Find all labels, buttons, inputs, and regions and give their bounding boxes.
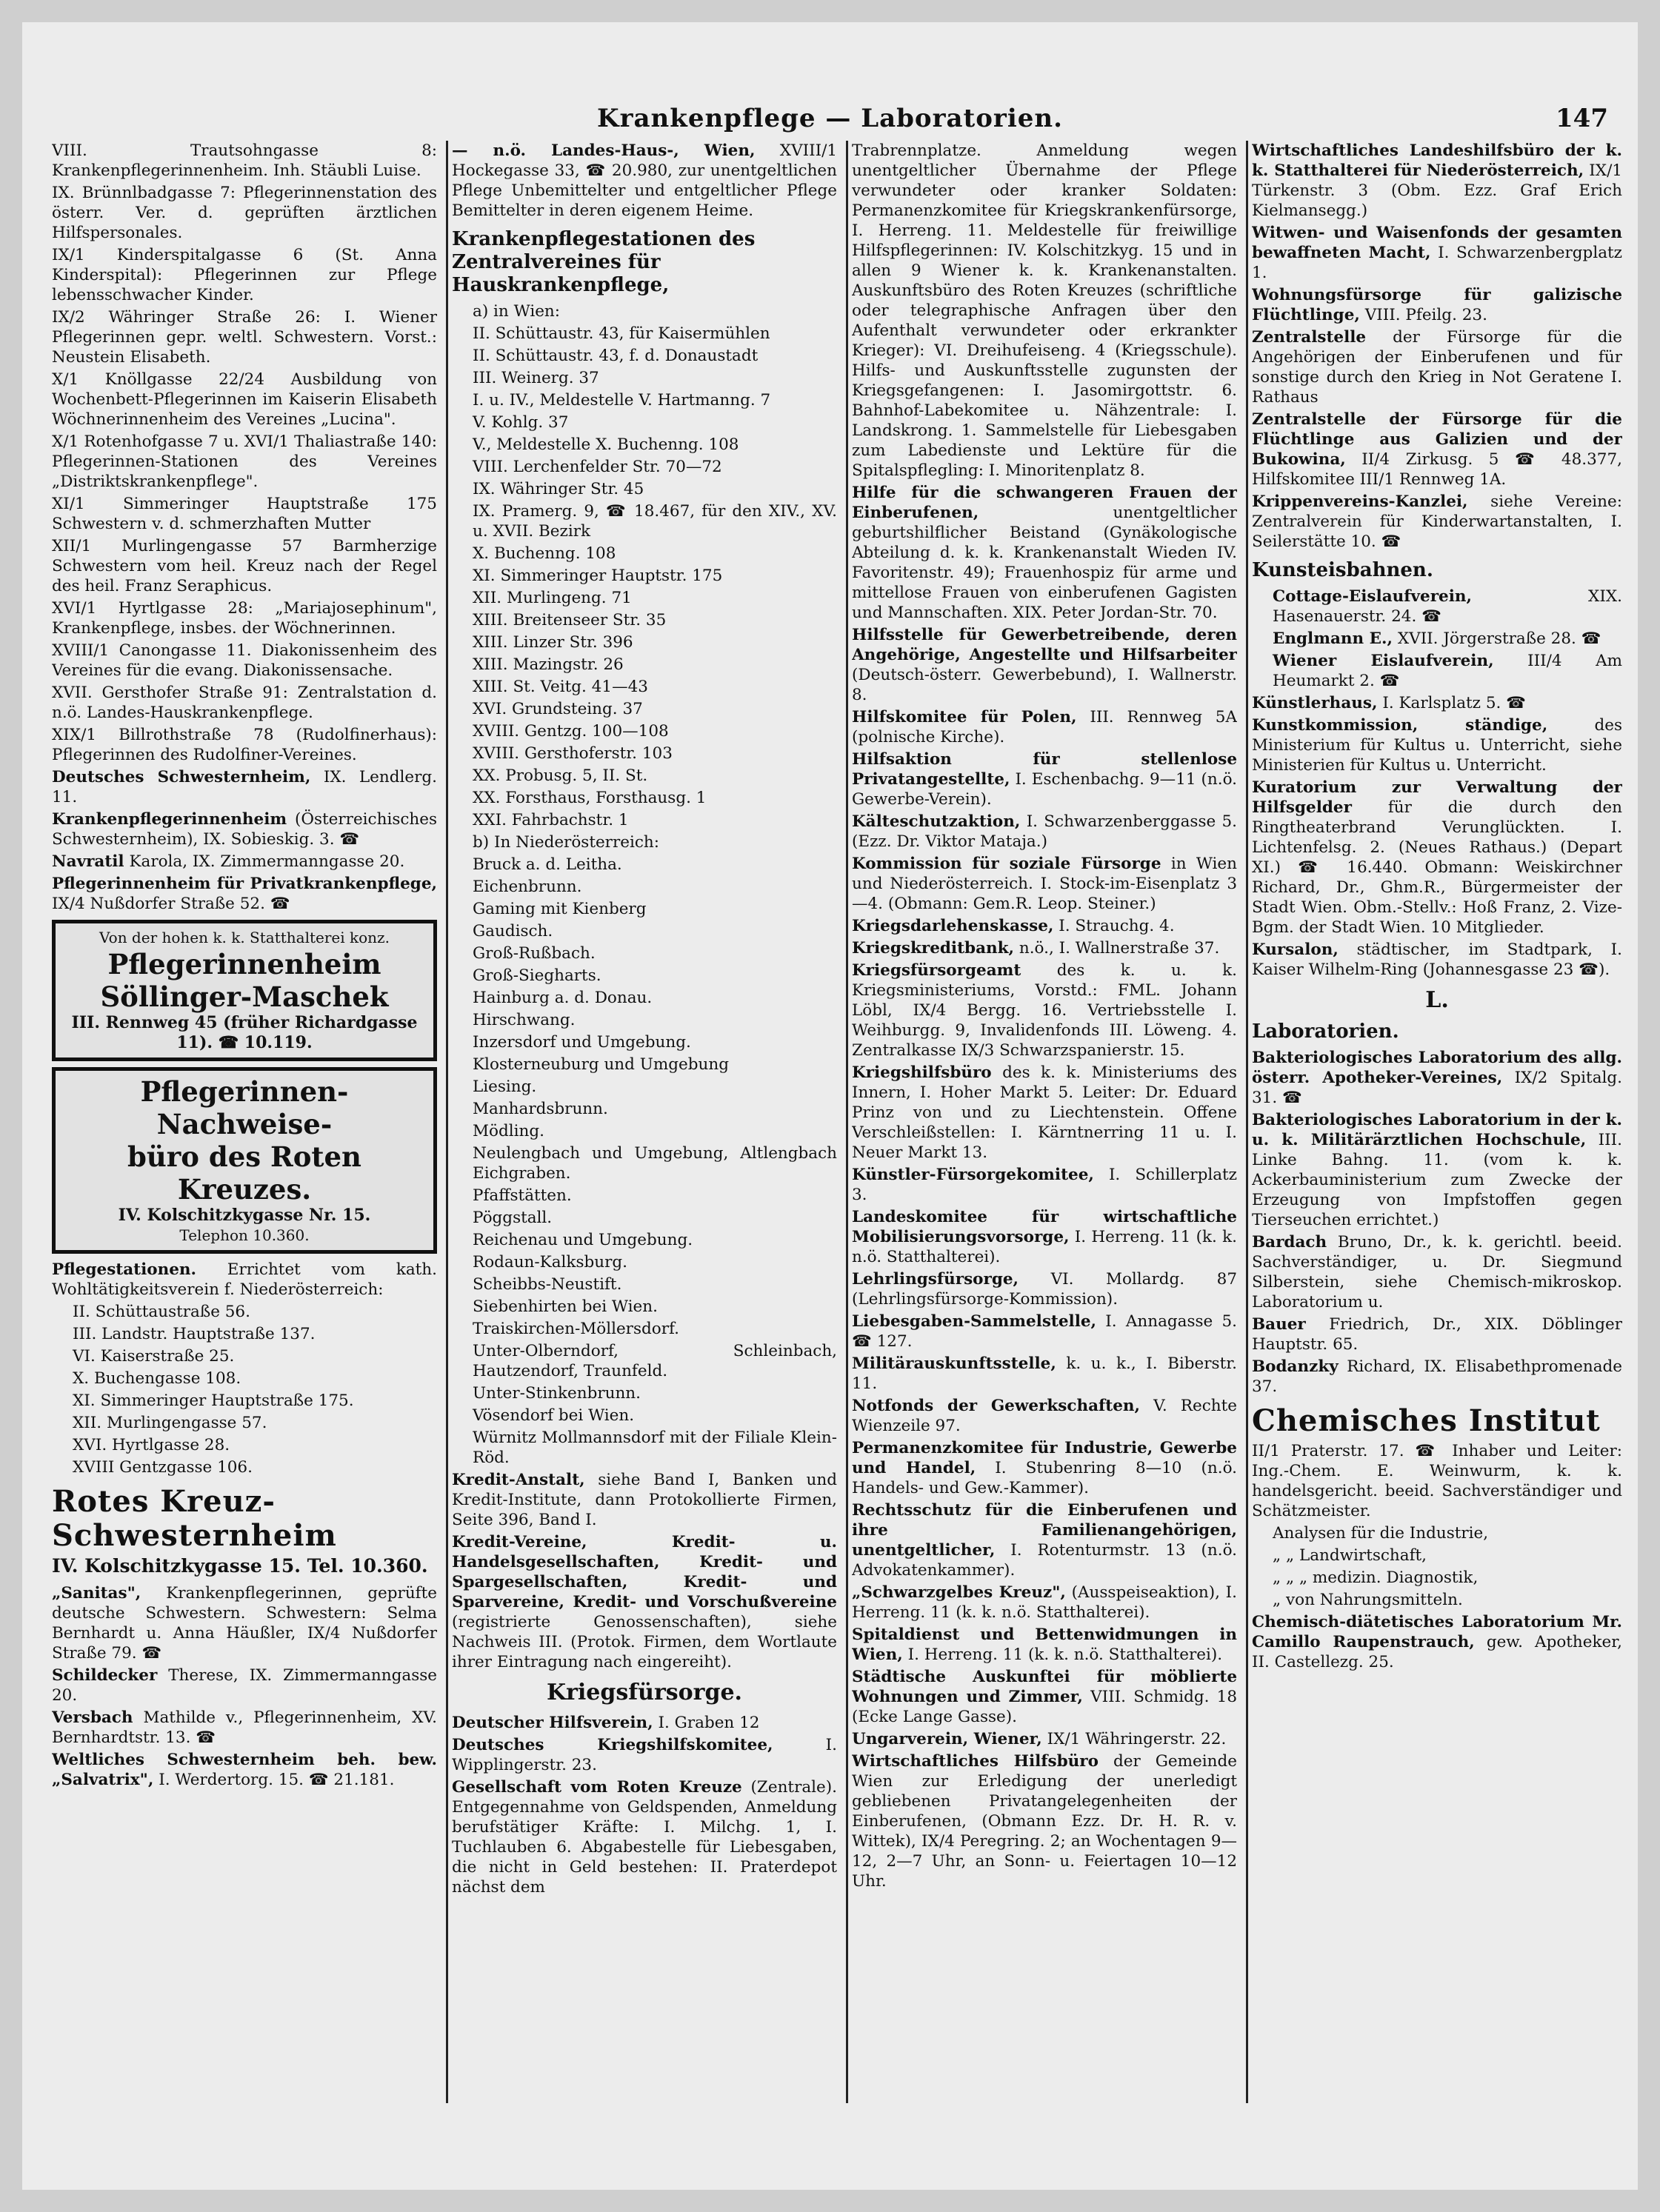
- entry: [452, 1713, 837, 1733]
- entry-text: I. Annagasse 5. ☎ 127.: [852, 1312, 1237, 1351]
- list-item: Unter-Stinkenbrunn.: [473, 1384, 641, 1403]
- entry: [1252, 285, 1622, 325]
- list-item: XVI/1 Hyrtlgasse 28: „Mariajosephinum", Krankenpflege, insbes. der Wöchnerinnen.: [52, 599, 437, 638]
- ad-title: Söllinger-Maschek: [100, 980, 389, 1013]
- entry-name: Englmann E.,: [1273, 629, 1393, 648]
- list-item: Würnitz Mollmannsdorf mit der Filiale Klein-Röd.: [473, 1429, 837, 1467]
- list-item: XIII. Linzer Str. 396: [473, 633, 633, 652]
- list-item: XVI. Hyrtlgasse 28.: [73, 1436, 230, 1454]
- entry: [1252, 715, 1622, 775]
- list-item: XVIII Gentzgasse 106.: [73, 1458, 253, 1477]
- entry: [852, 707, 1237, 747]
- entry-name: Bodanzky: [1252, 1357, 1339, 1376]
- entry-text: der Gemeinde Wien zur Erledigung der unerledigt gebliebenen Privatangelegenheiten der Einberufenen, (Obmann Ezz. Dr. H. R. v. Wittek), IX/4 Peregring. 2; an Wochentagen 9—12, 2—7 Uhr, an Sonn- u. Feiertagen 10—12 Uhr.: [852, 1752, 1237, 1891]
- entry: [52, 1750, 437, 1790]
- entry-text: IX/2 Spitalg. 31. ☎: [1252, 1069, 1622, 1107]
- entry: [852, 1729, 1237, 1749]
- entry-text: Richard, IX. Elisabethpromenade 37.: [1252, 1357, 1622, 1396]
- entry-text: des k. k. Ministeriums des Innern, I. Hoher Markt 5. Leiter: Dr. Eduard Prinz von und zu Liechtenstein. Offene Verschleißstellen: I. Kärntnerring 11 u. I. Neuer Markt 13.: [852, 1063, 1237, 1162]
- entry: [1252, 1232, 1622, 1312]
- list-item: VI. Kaiserstraße 25.: [73, 1347, 235, 1366]
- entry-text: I. Wipplingerstr. 23.: [452, 1736, 837, 1774]
- entry-name: Kriegshilfsbüro: [852, 1063, 992, 1082]
- entry: [52, 1665, 437, 1705]
- entry-name: Kriegsdarlehenskasse,: [852, 917, 1054, 935]
- list-item: XII. Murlingeng. 71: [473, 589, 632, 607]
- entry: [52, 809, 437, 849]
- entry: [1252, 1314, 1622, 1354]
- list-item: IX. Pramerg. 9, ☎ 18.467, für den XIV., XV. u. XVII. Bezirk: [473, 502, 837, 541]
- entry-name: Hilfsstelle für Gewerbetreibende, deren Angehörige, Angestellte und Hilfsarbeiter: [852, 626, 1237, 664]
- entry-text: IX/4 Nußdorfer Straße 52. ☎: [52, 895, 290, 913]
- list-item: „ „ Landwirtschaft,: [1273, 1546, 1427, 1565]
- list-item: I. u. IV., Meldestelle V. Hartmanng. 7: [473, 391, 771, 410]
- list-item: Hirschwang.: [473, 1011, 576, 1029]
- entry-text: VIII. Pfeilg. 23.: [1364, 306, 1487, 324]
- entry-name: Versbach: [52, 1708, 133, 1727]
- entry-name: Hilfskomitee für Polen,: [852, 708, 1077, 726]
- list-item: II. Schüttaustr. 43, f. d. Donaustadt: [473, 347, 759, 365]
- entry-name: „Sanitas",: [52, 1584, 141, 1603]
- list-item: „ von Nahrungsmitteln.: [1273, 1591, 1463, 1609]
- entry: [1273, 629, 1622, 649]
- entry-name: Bardach: [1252, 1233, 1327, 1252]
- entry: [852, 1312, 1237, 1351]
- entry: [452, 1532, 837, 1672]
- entry: [852, 1751, 1237, 1891]
- list-item: Klosterneuburg und Umgebung: [473, 1055, 729, 1074]
- entry: [452, 141, 837, 221]
- list-item: II. Schüttaustr. 43, für Kaisermühlen: [473, 324, 770, 343]
- entry-text: IX. Lendlerg. 11.: [52, 768, 437, 806]
- entry: [52, 852, 437, 872]
- entry: [1252, 410, 1622, 489]
- list-item: XVIII. Gersthoferstr. 103: [473, 744, 673, 763]
- entry: [1252, 223, 1622, 283]
- list-item: Analysen für die Industrie,: [1273, 1524, 1489, 1543]
- entry-name: Zentralstelle: [1252, 328, 1367, 347]
- ad-address: III. Rennweg 45 (früher Richardgasse 11). ☎ 10.119.: [71, 1013, 418, 1052]
- list-item: Siebenhirten bei Wien.: [473, 1297, 658, 1316]
- list-item: XIX/1 Billrothstraße 78 (Rudolfinerhaus): Pflegerinnen des Rudolfiner-Vereines.: [52, 726, 437, 764]
- list-item: Groß-Rußbach.: [473, 944, 596, 963]
- list-item: XVIII/1 Canongasse 11. Diakonissenheim des Vereines für die evang. Diakonissensache.: [52, 641, 437, 680]
- entry-name: Notfonds der Gewerkschaften,: [852, 1397, 1141, 1415]
- list-item: Hainburg a. d. Donau.: [473, 989, 653, 1007]
- page-number: 147: [1556, 104, 1608, 133]
- list-item: Gaming mit Kienberg: [473, 900, 647, 918]
- entry: [852, 938, 1237, 958]
- entry-name: Pflegerinnenheim für Privatkrankenpflege,: [52, 875, 437, 893]
- entry: [1273, 587, 1622, 626]
- entry-text: für die durch den Ringtheaterbrand Verunglückten. I. Lichtenfelsg. 2. (Neues Rathaus.) (Depart XI.) ☎ 16.440. Obmann: Weiskirchner Richard, Dr., Ghm.R., Bürgermeister der Stadt Wien. Obm.-Stellv.: Hoß Franz, 2. Vize-Bgm. der Stadt Wien. 10 Mitglieder.: [1252, 798, 1622, 937]
- entry-text: der Fürsorge für die Angehörigen der Einberufenen und für sonstige durch den Krieg in Not Geratene I. Rathaus: [1252, 328, 1622, 407]
- list-item: II. Schüttaustraße 56.: [73, 1303, 250, 1321]
- entry: [52, 767, 437, 807]
- entry: [852, 1063, 1237, 1163]
- entry-text: siehe Vereine: Zentralverein für Kinderwartanstalten, I. Seilerstätte 10. ☎: [1252, 492, 1622, 551]
- entry-text: (Österreichisches Schwesternheim), IX. Sobieskig. 3. ☎: [52, 810, 437, 849]
- ad-address: IV. Kolschitzkygasse Nr. 15.: [118, 1206, 371, 1225]
- entry-name: Krankenpflegerinnenheim: [52, 810, 287, 829]
- column-rule: [446, 141, 448, 2103]
- entry: [852, 625, 1237, 705]
- list-item: Unter-Olberndorf, Schleinbach, Hautzendorf, Traunfeld.: [473, 1342, 837, 1380]
- list-item: V. Kohlg. 37: [473, 413, 569, 432]
- section-heading: Kriegsfürsorge.: [547, 1680, 742, 1705]
- entry-text: (registrierte Genossenschaften), siehe Nachweis III. (Protok. Firmen, dem Wortlaute ihrer Eintragung nach eingereiht).: [452, 1613, 837, 1671]
- entry-text: Karola, IX. Zimmermanngasse 20.: [129, 852, 405, 871]
- entry-text: (Ausspeiseaktion), I. Herreng. 11 (k. k. n.ö. Statthalterei).: [852, 1583, 1237, 1622]
- ad-address: IV. Kolschitzkygasse 15. Tel. 10.360.: [52, 1555, 428, 1577]
- entry: [852, 1269, 1237, 1309]
- entry: [852, 1583, 1237, 1623]
- list-item: XI. Simmeringer Hauptstraße 175.: [73, 1391, 354, 1410]
- entry-text: Errichtet vom kath. Wohltätigkeitsverein f. Niederösterreich:: [52, 1260, 437, 1299]
- entry-name: Wirtschaftliches Hilfsbüro: [852, 1752, 1099, 1771]
- entry: [1252, 492, 1622, 552]
- entry-text: I. Strauchg. 4.: [1059, 917, 1175, 935]
- ad-title: Pflegerinnen-Nachweise-: [140, 1075, 349, 1140]
- entry: [1252, 1048, 1622, 1108]
- list-item: Traiskirchen-Möllersdorf.: [473, 1320, 680, 1338]
- entry-text: II/4 Zirkusg. 5 ☎ 48.377, Hilfskomitee III/1 Rennweg 1A.: [1252, 450, 1622, 489]
- entry-text: I. Werdertorg. 15. ☎ 21.181.: [159, 1771, 395, 1789]
- entry: [1252, 141, 1622, 221]
- list-item: X. Buchenng. 108: [473, 544, 616, 563]
- list-item: XII. Murlingengasse 57.: [73, 1414, 267, 1432]
- list-item: XVIII. Gentzg. 100—108: [473, 722, 669, 741]
- list-item: Scheibbs-Neustift.: [473, 1275, 622, 1294]
- entry-text: I. Stubenring 8—10 (n.ö. Handels- und Gew.-Kammer).: [852, 1459, 1237, 1497]
- entry-text: I. Karlsplatz 5. ☎: [1382, 694, 1526, 712]
- entry: [52, 1708, 437, 1748]
- list-item: XI/1 Simmeringer Hauptstraße 175 Schwestern v. d. schmerzhaften Mutter: [52, 495, 437, 533]
- entry: [452, 1470, 837, 1530]
- entry-name: Gesellschaft vom Roten Kreuze: [452, 1778, 742, 1797]
- advertisement-rotes-kreuz: Rotes Kreuz-Schwesternheim: [52, 1484, 337, 1553]
- entry-text: städtischer, im Stadtpark, I. Kaiser Wilhelm-Ring (Johannesgasse 23 ☎).: [1252, 940, 1622, 979]
- list-item: VIII. Trautsohngasse 8: Krankenpflegerinnenheim. Inh. Stäubli Luise.: [52, 141, 437, 180]
- list-item: III. Weinerg. 37: [473, 369, 599, 387]
- list-item: „ „ „ medizin. Diagnostik,: [1273, 1568, 1479, 1587]
- entry-name: Kriegsfürsorgeamt: [852, 961, 1021, 980]
- entry-name: Weltliches Schwesternheim beh. bew. „Salvatrix",: [52, 1751, 437, 1789]
- entry-text: III. Linke Bahng. 11. (vom k. k. Ackerbauministerium zum Zwecke der Erzeugung von Impfstoffen gegen Tierseuchen errichtet.): [1252, 1131, 1622, 1229]
- list-item: IX. Währinger Str. 45: [473, 480, 644, 498]
- entry-name: Deutsches Kriegshilfskomitee,: [452, 1736, 773, 1754]
- entry-name: Rechtsschutz für die Einberufenen und ihre Familienangehörigen, unentgeltlicher,: [852, 1501, 1237, 1560]
- list-item: Rodaun-Kalksburg.: [473, 1253, 627, 1272]
- entry-name: Lehrlingsfürsorge,: [852, 1270, 1019, 1289]
- entry: [1252, 327, 1622, 407]
- entry: [1252, 1110, 1622, 1230]
- entry: [852, 749, 1237, 809]
- entry: [1252, 1357, 1622, 1397]
- entry: [852, 854, 1237, 914]
- entry-text: VIII. Schmidg. 18 (Ecke Lange Gasse).: [852, 1688, 1237, 1726]
- entry-text: II/1 Praterstr. 17. ☎ Inhaber und Leiter: Ing.-Chem. E. Weinwurm, k. k. handelsgericht. beeid. Sachverständiger und Schätzmeister.: [1252, 1442, 1622, 1520]
- entry: [852, 1667, 1237, 1727]
- entry-name: Kredit-Vereine, Kredit- u. Handelsgesellschaften, Kredit- und Spargesellschaften, Kredit- und Sparvereine, Kredit- und Vorschußvereine: [452, 1533, 837, 1611]
- list-item: Pfaffstätten.: [473, 1186, 572, 1205]
- entry-name: Wiener Eislaufverein,: [1273, 652, 1494, 670]
- list-item: IX/2 Währinger Straße 26: I. Wiener Pflegerinnen gepr. weltl. Schwestern. Vorst.: Neustein Elisabeth.: [52, 308, 437, 367]
- entry: [852, 1396, 1237, 1436]
- list-item: VIII. Lerchenfelder Str. 70—72: [473, 458, 722, 476]
- advertisement-chemisches-institut: Chemisches Institut: [1252, 1403, 1601, 1438]
- entry-name: Deutscher Hilfsverein,: [452, 1714, 653, 1732]
- entry-text: V. Rechte Wienzeile 97.: [852, 1397, 1237, 1435]
- entry-text: III/4 Am Heumarkt 2. ☎: [1273, 652, 1622, 690]
- list-item: Groß-Siegharts.: [473, 966, 601, 985]
- list-item: XI. Simmeringer Hauptstr. 175: [473, 567, 723, 585]
- entry-name: Städtische Auskunftei für möblierte Wohnungen und Zimmer,: [852, 1668, 1237, 1706]
- entry: [1252, 693, 1622, 713]
- entry-name: Zentralstelle der Fürsorge für die Flüchtlinge aus Galizien und der Bukowina,: [1252, 410, 1622, 469]
- list-item: IX. Brünnlbadgasse 7: Pflegerinnenstation des österr. Ver. d. geprüften ärztlichen Hilfspersonales.: [52, 184, 437, 242]
- ad-phone: Telephon 10.360.: [179, 1226, 310, 1244]
- section-heading: Laboratorien.: [1252, 1020, 1399, 1043]
- entry-name: Schildecker: [52, 1666, 158, 1685]
- list-item: XIII. St. Veitg. 41—43: [473, 678, 648, 696]
- entry-text: Friedrich, Dr., XIX. Döblinger Hauptstr. 65.: [1252, 1315, 1622, 1354]
- entry-name: Militärauskunftsstelle,: [852, 1354, 1056, 1373]
- entry: [452, 1777, 837, 1897]
- entry-name: Künstlerhaus,: [1252, 694, 1378, 712]
- entry: [852, 483, 1237, 623]
- entry: [852, 812, 1237, 852]
- entry-name: Kuratorium zur Verwaltung der Hilfsgelder: [1252, 778, 1622, 817]
- entry-text: I. Rotenturmstr. 13 (n.ö. Advokatenkammer).: [852, 1541, 1237, 1580]
- advertisement-nachweisebuero: [52, 1067, 437, 1254]
- entry-name: Spitaldienst und Bettenwidmungen in Wien,: [852, 1625, 1237, 1664]
- list-item: V., Meldestelle X. Buchenng. 108: [473, 435, 739, 454]
- entry: [1252, 778, 1622, 938]
- entry-text: Krankenpflegerinnen, geprüfte deutsche Schwestern. Schwestern: Selma Bernhardt u. Anna Häußler, IX/4 Nußdorfer Straße 79. ☎: [52, 1584, 437, 1663]
- entry-name: — n.ö. Landes-Haus-, Wien,: [452, 141, 756, 160]
- entry-text: siehe Band I, Banken und Kredit-Institute, dann Protokollierte Firmen, Seite 396, Band I.: [452, 1471, 837, 1529]
- entry-text: XVII. Jörgerstraße 28. ☎: [1397, 629, 1601, 648]
- subheading: a) in Wien:: [473, 302, 561, 321]
- entry-text: III. Rennweg 5A (polnische Kirche).: [852, 708, 1237, 746]
- list-item: Reichenau und Umgebung.: [473, 1231, 693, 1249]
- entry-text: I. Eschenbachg. 9—11 (n.ö. Gewerbe-Verein).: [852, 770, 1237, 809]
- list-item: XVI. Grundsteing. 37: [473, 700, 643, 718]
- entry: [52, 1583, 437, 1663]
- column-4: [1252, 141, 1622, 2103]
- entry-text: Mathilde v., Pflegerinnenheim, XV. Bernhardtstr. 13. ☎: [52, 1708, 437, 1747]
- entry-name: Navratil: [52, 852, 124, 871]
- entry-name: Kommission für soziale Fürsorge: [852, 855, 1161, 873]
- entry-name: Permanenzkomitee für Industrie, Gewerbe und Handel,: [852, 1439, 1237, 1477]
- entry: [852, 141, 1237, 481]
- entry-text: Trabrennplatze. Anmeldung wegen unentgeltlicher Übernahme der Pflege verwundeter oder kranker Soldaten: Permanenzkomitee für Kriegskrankenfürsorge, I. Herreng. 11. Meldestelle für freiwillige Hilfspflegerinnen: IV. Kolschitzkyg. 15 und in allen 9 Wiener k. k. Krankenanstalten. Auskunftsbüro des Roten Kreuzes (schriftliche oder telegraphische Anfragen über den Aufenthalt verwundeter oder erkrankter Krieger): VI. Dreihufeiseng. 4 (Kriegsschule). Hilfs- und Auskunftsstelle zugunsten der Kriegsgefangenen: I. Jasomirgottstr. 6. Bahnhof-Labekomitee u. Nähzentrale: I. Landskrong. 1. Sammelstelle für Liebesgaben zum Labedienste und Lektüre für die Spitalspflegling: I. Minoritenplatz 8.: [852, 141, 1237, 480]
- entry-text: I. Graben 12: [658, 1714, 760, 1732]
- entry-name: Kriegskreditbank,: [852, 939, 1015, 958]
- entry-name: Bakteriologisches Laboratorium in der k. u. k. Militärärztlichen Hochschule,: [1252, 1111, 1622, 1149]
- running-title: Krankenpflege — Laboratorien.: [597, 104, 1063, 133]
- entry-text: I. Schwarzenbergplatz 1.: [1252, 244, 1622, 282]
- entry-name: „Schwarzgelbes Kreuz",: [852, 1583, 1066, 1602]
- ad-title: büro des Roten Kreuzes.: [127, 1140, 361, 1206]
- list-item: Neulengbach und Umgebung, Altlengbach Eichgraben.: [473, 1144, 837, 1183]
- entry: [852, 1625, 1237, 1665]
- list-item: III. Landstr. Hauptstraße 137.: [73, 1325, 316, 1343]
- entry-text: IX/1 Währingerstr. 22.: [1047, 1730, 1227, 1748]
- entry-text: unentgeltlicher geburtshilflicher Beistand (Gynäkologische Abteilung d. k. k. Krankenanstalt Wieden IV. Favoritenstr. 49); Frauenhospiz für arme und mittellose Frauen von einberufenen Gagisten und Mannschaften. XIX. Peter Jordan-Str. 70.: [852, 504, 1237, 622]
- entry: [1252, 1612, 1622, 1672]
- entry-name: Ungarverein, Wiener,: [852, 1730, 1042, 1748]
- column-rule: [1246, 141, 1248, 2103]
- list-item: X/1 Knöllgasse 22/24 Ausbildung von Wochenbett-Pflegerinnen im Kaiserin Elisabeth Wöchnerinnenheim des Vereines „Lucina".: [52, 370, 437, 429]
- list-item: XVII. Gersthofer Straße 91: Zentralstation d. n.ö. Landes-Hauskrankenpflege.: [52, 684, 437, 722]
- letter-heading: L.: [1425, 987, 1449, 1013]
- entry-name: Hilfe für die schwangeren Frauen der Einberufenen,: [852, 484, 1237, 522]
- entry-text: VI. Mollardg. 87 (Lehrlingsfürsorge-Kommission).: [852, 1270, 1237, 1309]
- page-header: [22, 104, 1638, 133]
- list-item: XX. Probusg. 5, II. St.: [473, 766, 648, 785]
- entry-name: Liebesgaben-Sammelstelle,: [852, 1312, 1097, 1331]
- subheading: b) In Niederösterreich:: [473, 833, 659, 852]
- entry: [52, 874, 437, 914]
- entry: [852, 1500, 1237, 1580]
- list-item: Inzersdorf und Umgebung.: [473, 1033, 691, 1052]
- entry-text: I. Schillerplatz 3.: [852, 1166, 1237, 1204]
- entry-text: IX/1 Türkenstr. 3 (Obm. Ezz. Graf Erich Kielmansegg.): [1252, 161, 1622, 220]
- entry-name: Bauer: [1252, 1315, 1306, 1334]
- list-item: XX. Forsthaus, Forsthausg. 1: [473, 789, 707, 807]
- section-heading: Krankenpflegestationen des Zentralvereines für Hauskrankenpflege,: [452, 228, 756, 296]
- entry-text: Therese, IX. Zimmermanngasse 20.: [52, 1666, 437, 1705]
- entry-text: XVIII/1 Hockegasse 33, ☎ 20.980, zur unentgeltlichen Pflege Unbemittelter und entgeltlicher Pflege Bemittelter in deren eigenem Heime.: [452, 141, 837, 220]
- entry-name: Cottage-Eislaufverein,: [1273, 587, 1472, 606]
- ad-note: Von der hohen k. k. Statthalterei konz.: [99, 929, 390, 946]
- entry-text: (Deutsch-österr. Gewerbebund), I. Wallnerstr. 8.: [852, 666, 1237, 704]
- entry-name: Hilfsaktion für stellenlose Privatangestellte,: [852, 750, 1237, 789]
- entry-name: Witwen- und Waisenfonds der gesamten bewaffneten Macht,: [1252, 224, 1622, 262]
- entry: [852, 1354, 1237, 1394]
- entry-text: n.ö., I. Wallnerstraße 37.: [1019, 939, 1220, 958]
- page: [22, 22, 1638, 2190]
- list-item: XII/1 Murlingengasse 57 Barmherzige Schwestern vom heil. Kreuz nach der Regel des heil. Franz Seraphicus.: [52, 537, 437, 595]
- entry: [852, 960, 1237, 1060]
- entry-text: gew. Apotheker, II. Castellezg. 25.: [1252, 1633, 1622, 1671]
- entry-text: I. Schwarzenberggasse 5. (Ezz. Dr. Viktor Mataja.): [852, 812, 1237, 851]
- entry-name: Wohnungsfürsorge für galizische Flüchtlinge,: [1252, 286, 1622, 324]
- entry-name: Landeskomitee für wirtschaftliche Mobilisierungsvorsorge,: [852, 1208, 1237, 1246]
- entry: [852, 1207, 1237, 1267]
- column-2: [452, 141, 837, 2103]
- entry-name: Künstler-Fürsorgekomitee,: [852, 1166, 1094, 1184]
- list-item: XIII. Breitenseer Str. 35: [473, 611, 667, 629]
- entry: [1273, 651, 1622, 691]
- list-item: Manhardsbrunn.: [473, 1100, 608, 1118]
- entry-name: Deutsches Schwesternheim,: [52, 768, 311, 786]
- list-item: Eichenbrunn.: [473, 878, 582, 896]
- entry-name: Kredit-Anstalt,: [452, 1471, 585, 1489]
- entry-name: Bakteriologisches Laboratorium des allg. österr. Apotheker-Vereines,: [1252, 1049, 1622, 1087]
- entry-name: Chemisch-diätetisches Laboratorium Mr. Camillo Raupenstrauch,: [1252, 1613, 1622, 1651]
- entry-text: in Wien und Niederösterreich. I. Stock-im-Eisenplatz 3—4. (Obmann: Gem.R. Leop. Steiner.): [852, 855, 1237, 913]
- entry: [852, 1438, 1237, 1498]
- list-item: X. Buchengasse 108.: [73, 1369, 241, 1388]
- entry: [52, 1260, 437, 1300]
- entry-name: Kälteschutzaktion,: [852, 812, 1021, 831]
- section-heading: Kunsteisbahnen.: [1252, 559, 1433, 581]
- column-rule: [846, 141, 848, 2103]
- list-item: Vösendorf bei Wien.: [473, 1406, 635, 1425]
- list-item: XXI. Fahrbachstr. 1: [473, 811, 629, 829]
- entry-text: k. u. k., I. Biberstr. 11.: [852, 1354, 1237, 1393]
- entry-name: Krippenvereins-Kanzlei,: [1252, 492, 1468, 511]
- list-item: Gaudisch.: [473, 922, 553, 940]
- column-1: [52, 141, 437, 2103]
- advertisement-pflegerinnenheim: [52, 920, 437, 1061]
- entry-text: (Zentrale). Entgegennahme von Geldspenden, Anmeldung berufstätiger Kräfte: I. Milchg. 1, I. Tuchlauben 6. Abgabestelle für Liebesgaben, die nicht in Geld bestehen: II. Praterdepot nächst dem: [452, 1778, 837, 1897]
- list-item: Bruck a. d. Leitha.: [473, 855, 622, 874]
- entry-text: XIX. Hasenauerstr. 24. ☎: [1273, 587, 1622, 626]
- list-item: Mödling.: [473, 1122, 544, 1140]
- entry: [852, 916, 1237, 936]
- entry-text: Bruno, Dr., k. k. gerichtl. beeid. Sachverständiger, u. Dr. Siegmund Silberstein, siehe Chemisch-mikroskop. Laboratorium u.: [1252, 1233, 1622, 1312]
- list-item: IX/1 Kinderspitalgasse 6 (St. Anna Kinderspital): Pflegerinnen zur Pflege lebensschwacher Kinder.: [52, 246, 437, 304]
- entry-name: Wirtschaftliches Landeshilfsbüro der k. k. Statthalterei für Niederösterreich,: [1252, 141, 1622, 180]
- entry-text: des k. u. k. Kriegsministeriums, Vorstd.: FML. Johann Löbl, IX/4 Bergg. 16. Vertriebsstelle I. Weihburgg. 9, Invalidenfonds III. Löweng. 4. Zentralkasse IX/3 Schwarzspanierstr. 15.: [852, 961, 1237, 1060]
- entry: [852, 1165, 1237, 1205]
- entry-name: Kunstkommission, ständige,: [1252, 716, 1548, 735]
- entry-name: Pflegestationen.: [52, 1260, 197, 1279]
- column-3: [852, 141, 1237, 2103]
- ad-title: Pflegerinnenheim: [107, 948, 381, 980]
- list-item: Liesing.: [473, 1077, 537, 1096]
- entry-text: I. Herreng. 11 (k. k. n.ö. Statthalterei).: [907, 1645, 1223, 1664]
- list-item: X/1 Rotenhofgasse 7 u. XVI/1 Thaliastraße 140: Pflegerinnen-Stationen des Vereines „Distriktskrankenpflege".: [52, 432, 437, 491]
- entry-name: Kursalon,: [1252, 940, 1339, 959]
- list-item: XIII. Mazingstr. 26: [473, 655, 624, 674]
- entry-text: des Ministerium für Kultus u. Unterricht, siehe Ministerien für Kultus u. Unterricht.: [1252, 716, 1622, 775]
- list-item: Pöggstall.: [473, 1209, 553, 1227]
- entry: [1252, 940, 1622, 980]
- entry-text: I. Herreng. 11 (k. k. n.ö. Statthalterei).: [852, 1228, 1237, 1266]
- entry: [452, 1735, 837, 1775]
